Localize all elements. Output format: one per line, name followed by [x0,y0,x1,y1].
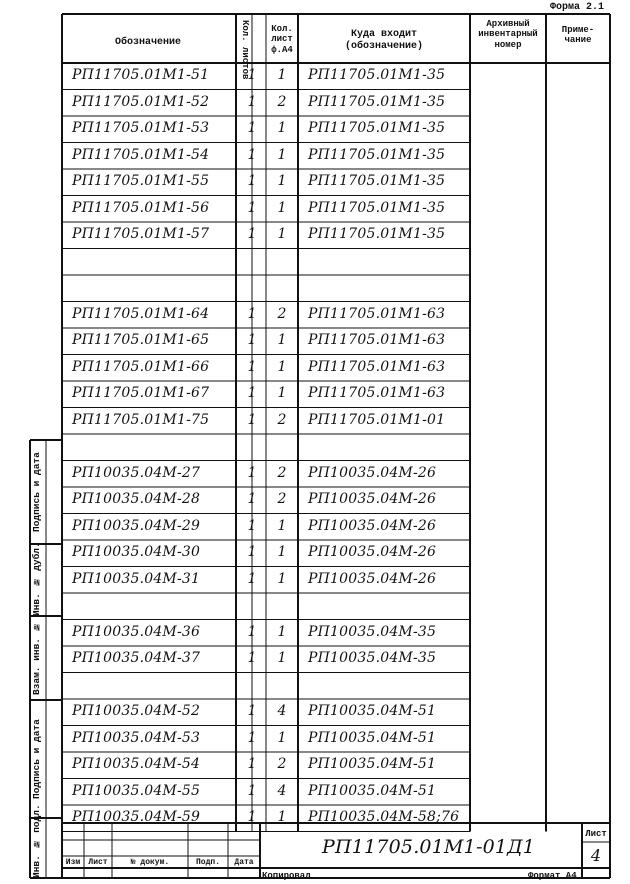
cell-qty-sheets: 1 [247,491,257,507]
title-col-doc: № докум. [130,858,170,867]
cell-designation: РП10035.04М-54 [72,756,201,772]
side-label-sign-date-top: Подпись и дата [31,452,42,532]
cell-qty-sheets: 1 [247,782,257,799]
cell-qty-sheets: 1 [247,703,257,719]
table-row [62,673,610,700]
cell-qty-sheets: 1 [247,199,257,216]
cell-designation: РП10035.04М-30 [72,544,201,560]
cell-designation: РП10035.04М-53 [72,729,201,746]
cell-where-used: РП11705.01М1-35 [308,120,446,136]
cell-where-used: РП11705.01М1-35 [308,67,446,83]
cell-designation: РП11705.01М1-51 [72,67,210,83]
cell-qty-a4: 2 [277,464,287,481]
table-row [62,381,610,408]
table-row [62,90,610,117]
cell-designation: РП10035.04М-29 [72,517,201,534]
table-row [62,196,610,223]
table-row [62,726,610,753]
title-col-date: Дата [234,858,254,867]
cell-qty-a4: 1 [277,570,287,587]
table-row [62,222,610,249]
table-row [62,249,610,276]
table-row [62,275,610,302]
title-col-sign: Подп. [195,858,220,867]
cell-where-used: РП10035.04М-51 [308,782,437,799]
table-row [62,302,610,329]
table-row [62,779,610,806]
cell-qty-sheets: 1 [247,173,257,189]
table-row [62,434,610,461]
cell-where-used: РП11705.01М1-35 [308,146,446,163]
cell-qty-sheets: 1 [247,650,257,666]
table-row [62,752,610,779]
table-row [62,328,610,355]
cell-where-used: РП10035.04М-51 [308,729,437,746]
header-qty-sheets: Кол. листов [240,20,250,80]
cell-qty-a4: 1 [277,517,287,534]
cell-qty-a4: 1 [277,146,287,163]
table-row [62,461,610,488]
footer-format: Формат А4 [528,871,577,881]
cell-qty-sheets: 1 [247,385,257,401]
cell-qty-a4: 2 [277,93,287,110]
cell-where-used: РП11705.01М1-63 [308,332,446,348]
side-label-inv-podl: Инв. № подл. [31,804,42,878]
cell-where-used: РП11705.01М1-01 [308,411,446,428]
side-label-inv-dubl: Инв. № дубл. [31,542,42,616]
cell-where-used: РП10035.04М-26 [308,570,437,587]
table-row [62,116,610,143]
table-row [62,487,610,514]
cell-qty-a4: 1 [277,358,287,375]
table-row [62,699,610,726]
cell-qty-a4: 1 [277,623,287,640]
cell-where-used: РП10035.04М-26 [308,517,437,534]
cell-designation: РП11705.01М1-52 [72,93,210,110]
cell-qty-sheets: 1 [247,729,257,746]
cell-qty-a4: 1 [277,332,287,348]
cell-where-used: РП10035.04М-26 [308,491,437,507]
cell-designation: РП10035.04М-52 [72,703,201,719]
table-row [62,646,610,673]
cell-qty-a4: 1 [277,544,287,560]
title-sheet-label: Лист [585,829,607,839]
cell-qty-sheets: 1 [247,93,257,110]
cell-designation: РП11705.01М1-53 [72,120,210,136]
side-label-vzam-inv: Взам. инв. № [31,621,42,695]
table-row [62,805,610,832]
cell-designation: РП10035.04М-55 [72,782,201,799]
cell-designation: РП10035.04М-37 [72,650,201,666]
cell-designation: РП10035.04М-28 [72,491,201,507]
cell-where-used: РП10035.04М-51 [308,703,437,719]
cell-qty-a4: 2 [277,305,287,322]
cell-where-used: РП10035.04М-35 [308,623,437,640]
table-row [62,540,610,567]
table-row [62,593,610,620]
title-col-list: Лист [88,858,108,867]
cell-qty-sheets: 1 [247,332,257,348]
cell-where-used: РП11705.01М1-35 [308,199,446,216]
cell-where-used: РП11705.01М1-63 [308,358,446,375]
cell-designation: РП11705.01М1-54 [72,146,210,163]
form-label: Форма 2.1 [550,2,605,13]
cell-qty-sheets: 1 [247,146,257,163]
cell-qty-sheets: 1 [247,305,257,322]
table-row [62,514,610,541]
cell-where-used: РП10035.04М-51 [308,756,437,772]
cell-qty-sheets: 1 [247,809,257,825]
cell-qty-sheets: 1 [247,67,257,83]
cell-designation: РП10035.04М-59 [72,809,201,825]
cell-designation: РП11705.01М1-65 [72,332,210,348]
table-row [62,143,610,170]
table-row [62,408,610,435]
cell-qty-a4: 2 [277,411,287,428]
header-archive-number: Архивный инвентарный номер [478,19,538,50]
cell-qty-a4: 2 [277,756,287,772]
cell-qty-a4: 4 [277,782,287,799]
cell-qty-a4: 4 [277,703,287,719]
footer-copied: Копировал [262,871,311,881]
table-row [62,169,610,196]
header-where-used: Куда входит (обозначение) [344,29,423,52]
cell-where-used: РП10035.04М-26 [308,544,437,560]
cell-qty-sheets: 1 [247,544,257,560]
title-doc-number: РП11705.01М1-01Д1 [322,836,536,858]
cell-qty-sheets: 1 [247,570,257,587]
table-row [62,355,610,382]
cell-qty-sheets: 1 [247,411,257,428]
cell-designation: РП11705.01М1-66 [72,358,210,375]
cell-designation: РП11705.01М1-75 [72,411,210,428]
cell-qty-sheets: 1 [247,517,257,534]
cell-designation: РП10035.04М-36 [72,623,201,640]
cell-qty-sheets: 1 [247,120,257,136]
cell-qty-sheets: 1 [247,464,257,481]
table-row [62,567,610,594]
cell-qty-sheets: 1 [247,358,257,375]
cell-designation: РП10035.04М-31 [72,570,201,587]
cell-designation: РП11705.01М1-67 [72,385,210,401]
table-row [62,63,610,90]
cell-where-used: РП11705.01М1-35 [308,93,446,110]
cell-designation: РП11705.01М1-56 [72,199,210,216]
header-qty-a4: Кол. лист ф.А4 [271,24,293,55]
cell-qty-a4: 2 [277,491,287,507]
cell-designation: РП11705.01М1-55 [72,173,210,189]
header-designation: Обозначение [114,37,181,48]
cell-qty-a4: 1 [277,120,287,136]
cell-designation: РП11705.01М1-64 [72,305,210,322]
title-sheet-number: 4 [590,846,602,865]
cell-qty-a4: 1 [277,199,287,216]
cell-qty-a4: 1 [277,385,287,401]
cell-qty-a4: 1 [277,173,287,189]
cell-where-used: РП10035.04М-35 [308,650,437,666]
cell-where-used: РП11705.01М1-63 [308,305,446,322]
cell-qty-a4: 1 [277,226,287,242]
cell-where-used: РП11705.01М1-63 [308,385,446,401]
cell-qty-sheets: 1 [247,756,257,772]
cell-designation: РП10035.04М-27 [72,464,201,481]
cell-qty-a4: 1 [277,729,287,746]
cell-where-used: РП11705.01М1-35 [308,173,446,189]
cell-designation: РП11705.01М1-57 [72,226,210,242]
cell-qty-a4: 1 [277,650,287,666]
cell-where-used: РП11705.01М1-35 [308,226,446,242]
table-row [62,620,610,647]
header-note: Приме- чание [561,25,595,46]
cell-qty-sheets: 1 [247,226,257,242]
cell-qty-a4: 1 [277,67,287,83]
cell-where-used: РП10035.04М-58;76 [308,809,460,825]
side-label-sign-date-bottom: Подпись и дата [31,719,42,799]
cell-qty-sheets: 1 [247,623,257,640]
cell-where-used: РП10035.04М-26 [308,464,437,481]
cell-qty-a4: 1 [277,809,287,825]
title-col-izm: Изм [65,858,81,867]
